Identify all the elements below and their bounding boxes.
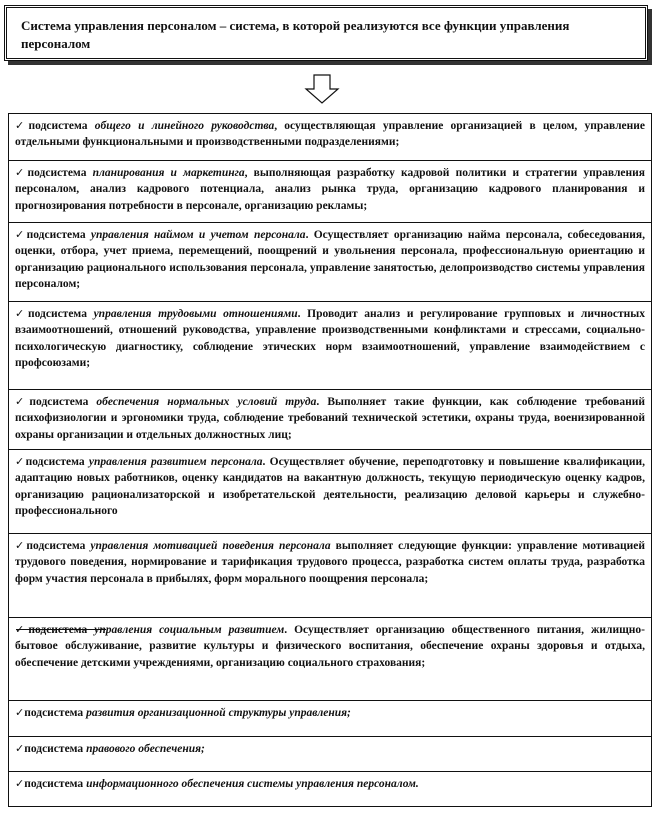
subsystem-description: . Проводит анализ и регулирование групповых и личностных взаимоотношений, отношений руководства, управление производственными конфликтами и стрессами, социально-психологическую диагностику, соблюдение этических норм взаимоотношений, управление взаимодействием с профсоюзами; <box>15 308 645 369</box>
subsystem-prefix: подсистема <box>27 167 93 179</box>
subsystem-prefix: подсистема <box>27 308 94 320</box>
subsystem-item-org-structure <box>9 700 651 736</box>
subsystem-prefix: подсистема <box>25 456 89 468</box>
subsystem-name: управления наймом и учетом персонала <box>90 229 306 241</box>
subsystem-name: планирования и маркетинга <box>92 167 245 179</box>
subsystem-description: , выполняющая разработку кадровой политики и стратегии управления персоналом, анализ кадрового потенциала, анализ рынка труда, организацию кадрового планирования и прогнозирования потребности в персонале, организацию рекламы; <box>15 167 645 212</box>
checkmark-icon: ✓ <box>15 119 29 132</box>
subsystem-item-personnel-development <box>9 449 651 533</box>
subsystem-description: . Выполняет такие функции, как соблюдение требований психофизиологии и эргономики труда, соблюдение требований технической эстетики, охраны труда, военизированной охраны организации и отдельных должностных лиц; <box>15 396 646 441</box>
checkmark-icon: ✓ <box>15 228 27 241</box>
system-title-box <box>4 5 648 61</box>
subsystem-name: управления развитием персонала <box>88 456 263 468</box>
subsystem-description: . Осуществляет обучение, переподготовку и повышение квалификации, адаптацию новых работников, оценку кандидатов на вакантную должность, текущую периодическую оценку кадров, организацию рационализаторской и изобретательской деятельности, реализацию деловой карьеры и служебно-профессионального <box>15 456 645 517</box>
subsystem-name: управления трудовыми отношениями <box>93 308 298 320</box>
checkmark-icon: ✓ <box>15 777 25 790</box>
subsystem-item-legal-support <box>9 736 651 771</box>
checkmark-icon: ✓ <box>15 539 27 552</box>
subsystem-item-planning-marketing <box>9 160 651 222</box>
subsystem-name: развития организационной структуры управления; <box>86 707 351 719</box>
subsystem-prefix: подсистема <box>28 624 95 636</box>
subsystem-item-general-management <box>9 114 651 160</box>
subsystem-prefix: подсистема <box>24 778 87 790</box>
subsystem-name: управления социальным развитием <box>94 624 285 636</box>
subsystem-description: , осуществляющая управление организацией в целом, управление отдельными функциональными и производственными подразделениями; <box>15 120 645 149</box>
subsystem-name: управления мотивацией поведения персонала <box>90 540 331 552</box>
divider-line <box>16 629 106 630</box>
subsystem-prefix: подсистема <box>26 229 91 241</box>
subsystem-item-hiring-records <box>9 222 651 301</box>
subsystem-item-motivation <box>9 533 651 617</box>
checkmark-icon: ✓ <box>15 706 25 719</box>
checkmark-icon: ✓ <box>15 307 28 320</box>
checkmark-icon: ✓ <box>15 455 26 468</box>
checkmark-icon: ✓ <box>15 166 28 179</box>
subsystem-prefix: подсистема <box>29 396 97 408</box>
subsystem-name: правового обеспечения; <box>86 743 205 755</box>
subsystem-name: общего и линейного руководства <box>94 120 275 132</box>
checkmark-icon: ✓ <box>15 742 25 755</box>
subsystem-description: . Осуществляет организацию найма персонала, собеседования, оценки, отбора, учет приема, перемещений, поощрений и увольнения персонала, профессиональную ориентацию и организацию рационального использования персонала, управление занятостью, делопроизводство системы управления персоналом; <box>15 229 646 290</box>
subsystem-item-information-support <box>9 771 651 806</box>
subsystem-prefix: подсистема <box>24 743 87 755</box>
subsystem-item-labor-relations <box>9 301 651 389</box>
checkmark-icon: ✓ <box>15 623 29 636</box>
subsystem-name: обеспечения нормальных условий труда <box>96 396 317 408</box>
checkmark-icon: ✓ <box>15 395 30 408</box>
subsystem-item-working-conditions <box>9 389 651 449</box>
subsystem-prefix: подсистема <box>24 707 87 719</box>
system-title: Система управления персоналом – система, в которой реализуются все функции управления персоналом <box>21 18 570 51</box>
down-arrow-icon <box>304 74 340 104</box>
subsystem-name: информационного обеспечения системы управления персоналом. <box>86 778 419 790</box>
subsystems-list <box>8 113 652 807</box>
subsystem-description: выполняет следующие функции: управление мотивацией трудового поведения, нормирование и тарификация трудового процесса, разработка систем оплаты труда, разработка форм участия персонала в прибылях, форм морального поощрения персонала; <box>15 540 646 585</box>
subsystem-description: . Осуществляет организацию общественного питания, жилищно-бытовое обслуживание, развитие культуры и физического воспитания, обеспечение охраны здоровья и отдыха, обеспечение детскими учреждениями, организацию социального страхования; <box>15 624 645 669</box>
subsystem-prefix: подсистема <box>28 120 95 132</box>
subsystem-prefix: подсистема <box>26 540 91 552</box>
